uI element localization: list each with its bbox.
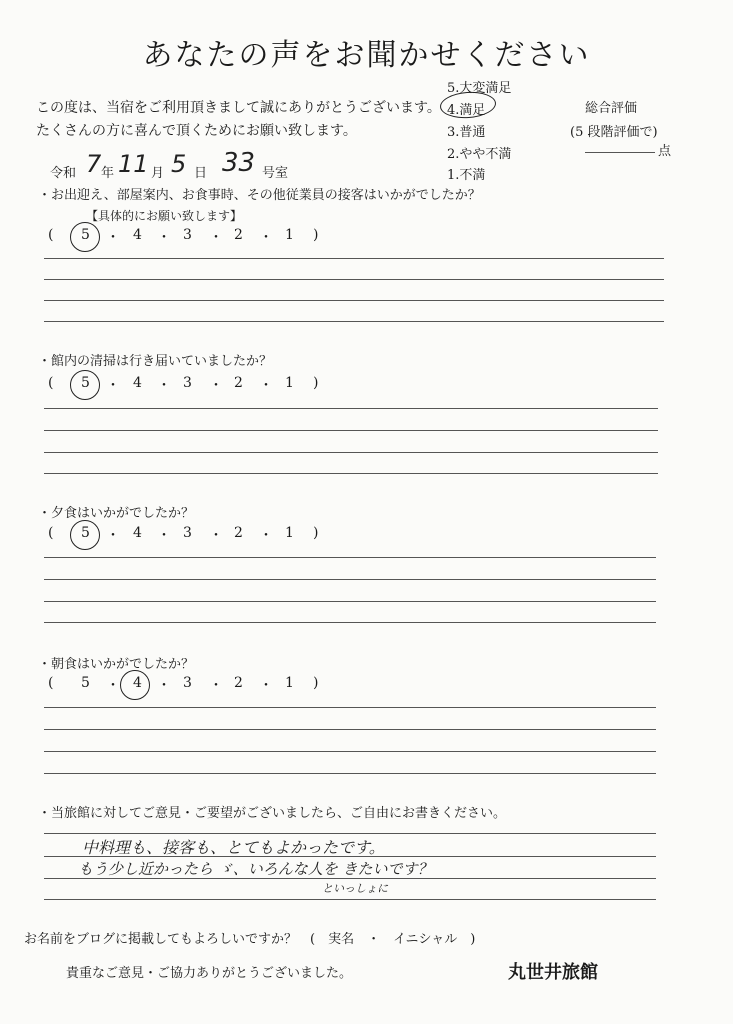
answer-line <box>44 579 656 580</box>
answer-line <box>44 622 656 623</box>
scale-item-4: 4.満足 <box>447 103 486 118</box>
question-3-text: ・夕食はいかがでしたか？ <box>38 506 195 521</box>
question-1-text: ・お出迎え、部屋案内、お食事時、その他従業員の接客はいかがでしたか？ <box>38 188 481 203</box>
question-3-selected-circle <box>70 520 100 550</box>
answer-line <box>44 279 664 280</box>
answer-line <box>44 751 656 752</box>
comment-insert: といっしょに <box>322 882 388 895</box>
answer-line <box>44 707 656 708</box>
date-year-unit: 年 <box>101 166 115 181</box>
blog-question: お名前をブログに掲載してもよろしいですか？ <box>24 932 298 947</box>
rating-5: 5 <box>81 525 90 541</box>
answer-line <box>44 430 658 431</box>
comment-line-1: 中料理も、接客も、とてもよかったです。 <box>82 838 385 857</box>
scale-item-1: 1.不満 <box>447 168 486 183</box>
answer-line <box>44 300 664 301</box>
question-4-rating: ( 5 ・ 4 ・ 3 ・ 2 ・ 1 ) <box>48 675 319 694</box>
date-day-unit: 日 <box>194 166 208 181</box>
question-2-selected-circle <box>70 370 100 400</box>
blog-options: ( 実名 ・ イニシャル ) <box>310 932 476 947</box>
rating-4: 4 <box>133 375 142 391</box>
answer-line <box>44 773 656 774</box>
rating-2: 2 <box>234 675 243 691</box>
answer-line <box>44 601 656 602</box>
inn-name: 丸世井旅館 <box>508 962 598 983</box>
date-month: 11 <box>118 150 149 178</box>
scale-item-5: 5.大変満足 <box>447 81 512 96</box>
question-2-rating: ( 5 ・ 4 ・ 3 ・ 2 ・ 1 ) <box>48 375 319 394</box>
question-1-selected-circle <box>70 222 100 252</box>
rating-3: 3 <box>183 375 192 391</box>
rating-1: 1 <box>285 675 294 691</box>
question-4-text: ・朝食はいかがでしたか？ <box>38 657 195 672</box>
thanks-message: 貴重なご意見・ご協力ありがとうございました。 <box>66 966 353 981</box>
rating-4: 4 <box>133 227 142 243</box>
room-number: 33 <box>222 148 256 178</box>
rating-2: 2 <box>234 525 243 541</box>
room-unit: 号室 <box>262 166 289 181</box>
answer-line <box>44 408 658 409</box>
answer-line <box>44 856 656 857</box>
answer-line <box>44 729 656 730</box>
answer-line <box>44 557 656 558</box>
comments-prompt: ・当旅館に対してご意見・ご要望がございましたら、ご自由にお書きください。 <box>38 806 507 821</box>
answer-line <box>44 878 656 879</box>
question-3-rating: ( 5 ・ 4 ・ 3 ・ 2 ・ 1 ) <box>48 525 319 544</box>
date-year: 7 <box>86 150 102 178</box>
rating-4: 4 <box>133 675 142 691</box>
rating-5: 5 <box>81 227 90 243</box>
rating-3: 3 <box>183 675 192 691</box>
summary-sub: (5 段階評価で) <box>570 125 658 140</box>
date-era: 令和 <box>50 166 77 181</box>
rating-1: 1 <box>285 227 294 243</box>
comment-line-2: もう少し近かったら ゞ、いろんな人を きたいです？ <box>78 860 433 878</box>
question-1-rating: ( 5 ・ 4 ・ 3 ・ 2 ・ 1 ) <box>48 227 319 246</box>
date-day: 5 <box>171 150 187 178</box>
rating-2: 2 <box>234 227 243 243</box>
question-2-text: ・館内の清掃は行き届いていましたか？ <box>38 354 273 369</box>
date-month-unit: 月 <box>151 166 165 181</box>
rating-1: 1 <box>285 375 294 391</box>
summary-score-line <box>585 152 655 153</box>
question-4-selected-circle <box>120 670 150 700</box>
intro-line-1: この度は、当宿をご利用頂きまして誠にありがとうございます。 <box>36 100 441 116</box>
rating-2: 2 <box>234 375 243 391</box>
scale-item-3: 3.普通 <box>447 125 486 140</box>
scale-item-2: 2.やや不満 <box>447 147 512 162</box>
rating-5: 5 <box>81 375 90 391</box>
question-1-note: 【具体的にお願い致します】 <box>86 209 243 223</box>
answer-line <box>44 833 656 834</box>
answer-line <box>44 473 658 474</box>
intro-line-2: たくさんの方に喜んで頂くためにお願い致します。 <box>36 123 357 139</box>
page-title: あなたの声をお聞かせください <box>142 38 591 73</box>
answer-line <box>44 321 664 322</box>
answer-line <box>44 258 664 259</box>
rating-3: 3 <box>183 525 192 541</box>
rating-3: 3 <box>183 227 192 243</box>
answer-line <box>44 452 658 453</box>
rating-1: 1 <box>285 525 294 541</box>
rating-5: 5 <box>81 675 90 691</box>
summary-unit: 点 <box>658 144 672 159</box>
summary-label: 総合評価 <box>585 101 638 116</box>
rating-4: 4 <box>133 525 142 541</box>
answer-line <box>44 899 656 900</box>
